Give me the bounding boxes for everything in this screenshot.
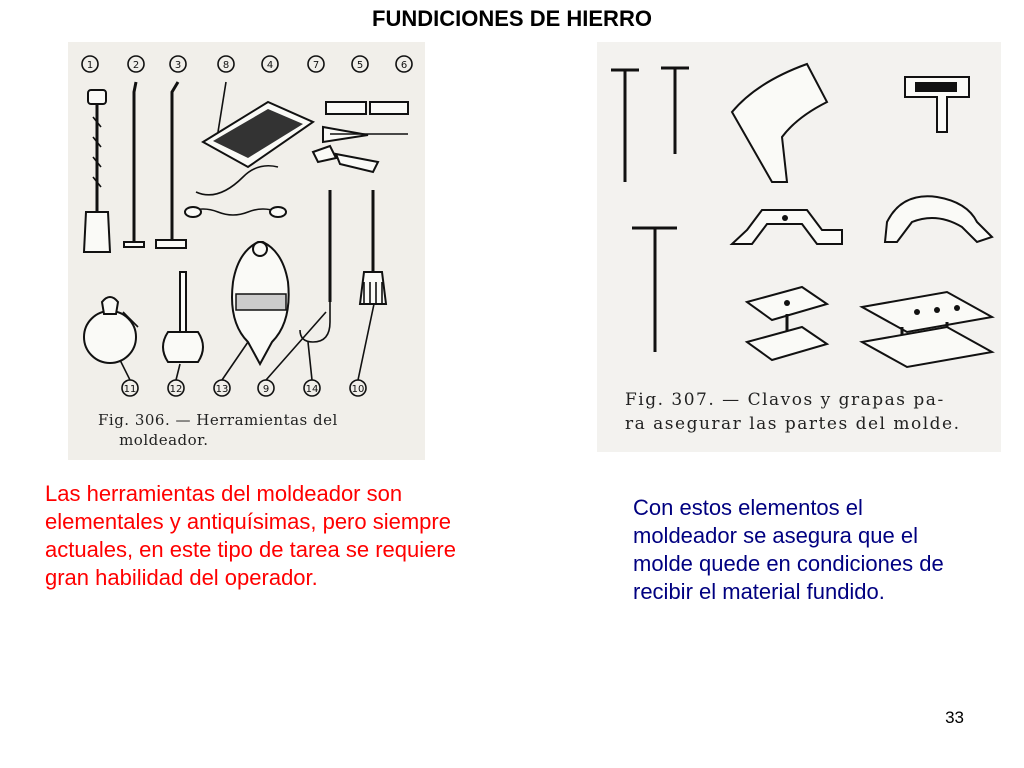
tool-number-labels-bottom — [122, 380, 366, 396]
elements-description-text: Con estos elementos el moldeador se asegura que el molde quede en condiciones de recibir el material fundido. — [633, 495, 944, 604]
tool-number: 14 — [305, 384, 319, 395]
tool-number: 10 — [351, 384, 365, 395]
tool-number: 2 — [132, 60, 140, 71]
tool-number-labels-top — [82, 56, 412, 72]
tool-number: 6 — [400, 60, 408, 71]
tool-number: 3 — [174, 60, 182, 71]
page-number: 33 — [945, 708, 964, 727]
tool-number: 11 — [123, 384, 137, 395]
figure-306-caption: Fig. 306. — Herramientas del moldeador. — [98, 411, 338, 449]
figure-nails-clamps — [597, 42, 1001, 452]
slide-title: FUNDICIONES DE HIERRO — [372, 6, 652, 31]
tool-number: 12 — [169, 384, 183, 395]
figure-307-caption: Fig. 307. — Clavos y grapas pa- ra asegurar las partes del molde. — [625, 390, 961, 434]
tools-description-text: Las herramientas del moldeador son elementales y antiquísimas, pero siempre actuales, en este tipo de tarea se requiere gran habilidad del operador. — [45, 481, 456, 590]
tool-number: 8 — [222, 60, 230, 71]
molder-tools-illustration — [68, 42, 425, 460]
tool-number: 7 — [312, 60, 320, 71]
tool-number: 1 — [86, 60, 94, 71]
tool-number: 13 — [215, 384, 229, 395]
figure-molder-tools — [68, 42, 425, 460]
tool-number: 5 — [356, 60, 364, 71]
tool-number: 4 — [266, 60, 274, 71]
tool-number: 9 — [262, 384, 270, 395]
